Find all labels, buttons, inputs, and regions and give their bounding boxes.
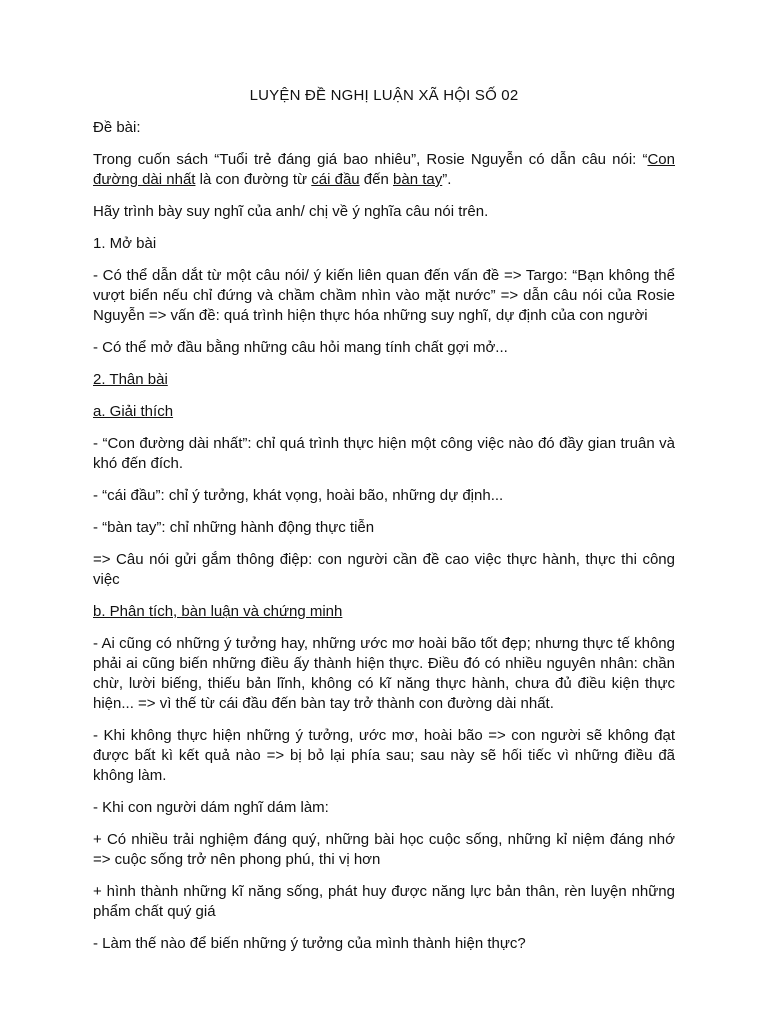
document-page bbox=[93, 86, 675, 966]
giai-thich-paragraph-4: => Câu nói gửi gắm thông điệp: con người cần đề cao việc thực hành, thực thi công việc bbox=[93, 551, 675, 588]
prompt-text-pre: Trong cuốn sách “Tuổi trẻ đáng giá bao nhiêu”, Rosie Nguyễn có dẫn câu nói: “ bbox=[93, 151, 648, 168]
prompt-text-mid2: đến bbox=[359, 171, 394, 188]
giai-thich-paragraph-3: - “bàn tay”: chỉ những hành động thực tiễn bbox=[93, 519, 375, 536]
phan-tich-paragraph-1: - Ai cũng có những ý tưởng hay, những ước mơ hoài bão tốt đẹp; nhưng thực tế không phải ai cũng biến những điều ấy thành hiện thực. Điều đó có nhiều nguyên nhân: chần chừ, lười biếng, thiếu bản lĩnh, không có kĩ năng thực hành, chưa đủ điều kiện thực hiện... => vì thế từ cái đầu đến bàn tay trở thành con đường dài nhất. bbox=[93, 635, 675, 712]
mo-bai-heading: 1. Mở bài bbox=[93, 235, 157, 252]
giai-thich-paragraph-1: - “Con đường dài nhất”: chỉ quá trình thực hiện một công việc nào đó đầy gian truân và khó đến đích. bbox=[93, 435, 675, 472]
de-bai-label: Đề bài: bbox=[93, 119, 141, 136]
phan-tich-paragraph-5: + hình thành những kĩ năng sống, phát huy được năng lực bản thân, rèn luyện những phẩm chất quý giá bbox=[93, 883, 675, 920]
giai-thich-heading: a. Giải thích bbox=[93, 403, 174, 420]
phan-tich-heading: b. Phân tích, bàn luận và chứng minh bbox=[93, 603, 343, 620]
task-paragraph: Hãy trình bày suy nghĩ của anh/ chị về ý nghĩa câu nói trên. bbox=[93, 203, 489, 220]
prompt-underline-con-duong: Con đường dài nhất bbox=[93, 151, 675, 188]
mo-bai-paragraph-1: - Có thể dẫn dắt từ một câu nói/ ý kiến liên quan đến vấn đề => Targo: “Bạn không thể vượt biển nếu chỉ đứng và chầm chầm nhìn vào mặt nước” => dẫn câu nói của Rosie Nguyễn => vấn đề: quá trình hiện thực hóa những suy nghĩ, dự định của con người bbox=[93, 267, 675, 324]
than-bai-heading: 2. Thân bài bbox=[93, 371, 168, 388]
prompt-text-post: ”. bbox=[442, 171, 452, 188]
prompt-underline-cai-dau: cái đầu bbox=[311, 171, 360, 188]
prompt-text-mid1: là con đường từ bbox=[195, 171, 312, 188]
giai-thich-paragraph-2: - “cái đầu”: chỉ ý tưởng, khát vọng, hoài bão, những dự định... bbox=[93, 487, 504, 504]
phan-tich-paragraph-4: + Có nhiều trải nghiệm đáng quý, những bài học cuộc sống, những kỉ niệm đáng nhớ => cuộc sống trở nên phong phú, thi vị hơn bbox=[93, 831, 675, 868]
mo-bai-paragraph-2: - Có thể mở đầu bằng những câu hỏi mang tính chất gợi mở... bbox=[93, 339, 508, 356]
phan-tich-paragraph-2: - Khi không thực hiện những ý tưởng, ước mơ, hoài bão => con người sẽ không đạt được bất kì kết quả nào => bị bỏ lại phía sau; sau này sẽ hối tiếc vì những điều đã không làm. bbox=[93, 727, 675, 784]
document-title: LUYỆN ĐỀ NGHỊ LUẬN XÃ HỘI SỐ 02 bbox=[249, 87, 519, 104]
phan-tich-paragraph-3: - Khi con người dám nghĩ dám làm: bbox=[93, 799, 329, 816]
prompt-underline-ban-tay: bàn tay bbox=[393, 171, 443, 188]
prompt-paragraph bbox=[93, 150, 675, 190]
phan-tich-paragraph-6: - Làm thế nào để biến những ý tưởng của mình thành hiện thực? bbox=[93, 935, 526, 952]
